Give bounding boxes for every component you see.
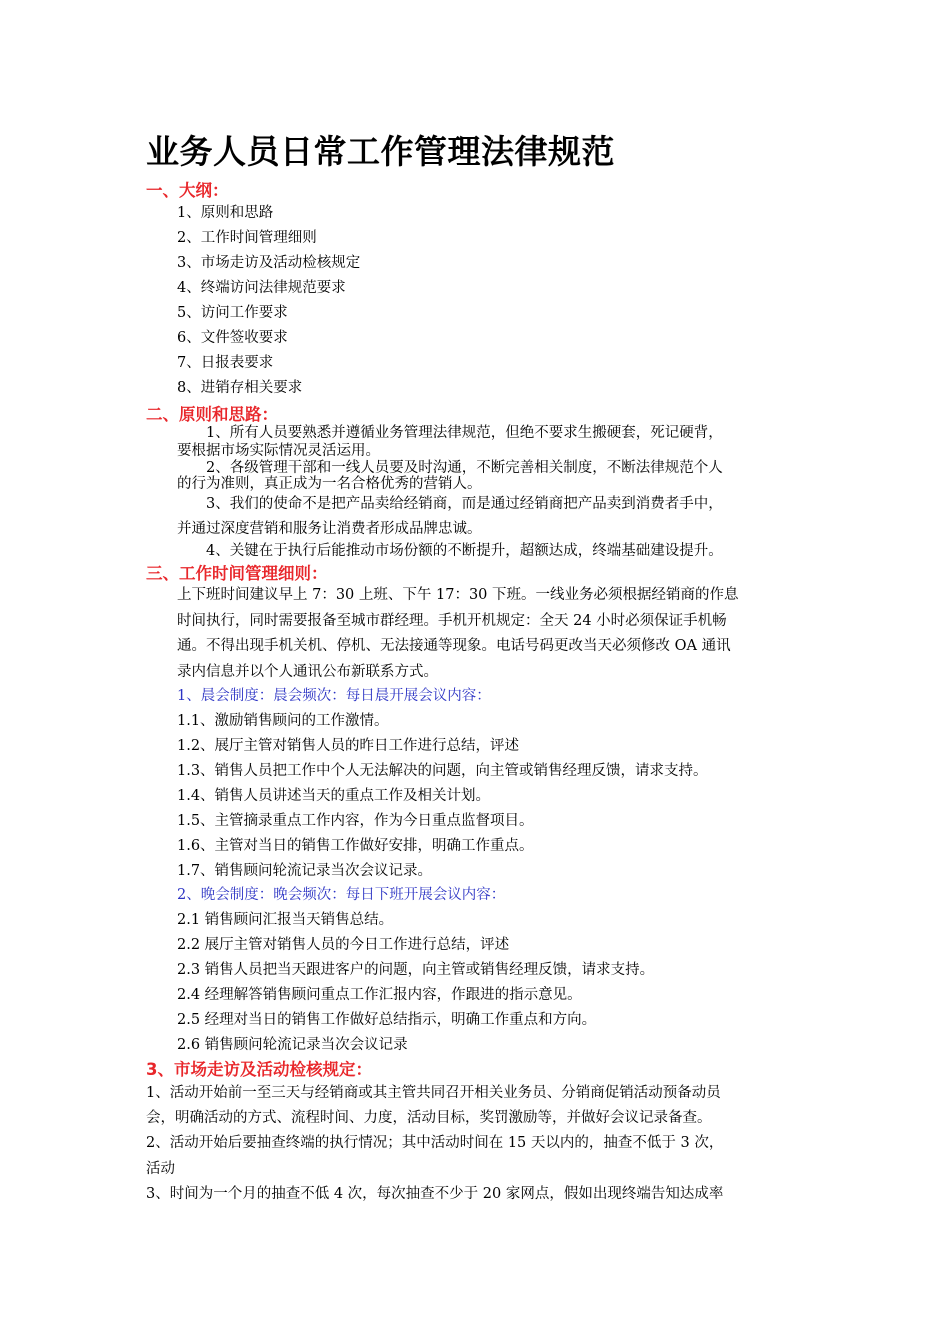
outline-item: 3、市场走访及活动检核规定 <box>177 255 361 271</box>
principle-line: 的行为准则，真正成为一名合格优秀的营销人。 <box>177 476 482 492</box>
principle-line: 要根据市场实际情况灵活运用。 <box>177 443 380 459</box>
worktime-line: 录内信息并以个人通讯公布新联系方式。 <box>177 664 438 680</box>
morning-item: 1.2、展厅主管对销售人员的昨日工作进行总结，评述 <box>177 738 520 754</box>
evening-item: 2.5 经理对当日的销售工作做好总结指示，明确工作重点和方向。 <box>177 1012 597 1028</box>
morning-item: 1.1、激励销售顾问的工作激情。 <box>177 713 389 729</box>
morning-item: 1.4、销售人员讲述当天的重点工作及相关计划。 <box>177 788 491 804</box>
principle-line: 并通过深度营销和服务让消费者形成品牌忠诚。 <box>177 521 482 537</box>
evening-item: 2.3 销售人员把当天跟进客户的问题，向主管或销售经理反馈，请求支持。 <box>177 962 655 978</box>
inspection-line: 1、活动开始前一至三天与经销商或其主管共同召开相关业务员、分销商促销活动预备动员 <box>146 1085 721 1101</box>
outline-item: 8、进销存相关要求 <box>177 380 303 396</box>
evening-item: 2.1 销售顾问汇报当天销售总结。 <box>177 912 394 928</box>
principle-line: 4、关键在于执行后能推动市场份额的不断提升，超额达成，终端基础建设提升。 <box>177 543 723 559</box>
section4-heading: 3、市场走访及活动检核规定： <box>146 1060 372 1079</box>
evening-item: 2.6 销售顾问轮流记录当次会议记录 <box>177 1037 408 1053</box>
outline-item: 4、终端访问法律规范要求 <box>177 280 346 296</box>
morning-meeting-heading: 1、晨会制度：晨会频次：每日晨开展会议内容： <box>177 688 491 704</box>
outline-item: 1、原则和思路 <box>177 205 274 221</box>
evening-meeting-heading: 2、晚会制度：晚会频次：每日下班开展会议内容： <box>177 887 506 903</box>
worktime-line: 通。不得出现手机关机、停机、无法接通等现象。电话号码更改当天必须修改 OA 通讯 <box>177 638 731 654</box>
page-title: 业务人员日常工作管理法律规范 <box>146 132 615 171</box>
principle-line: 2、各级管理干部和一线人员要及时沟通，不断完善相关制度，不断法律规范个人 <box>177 460 723 476</box>
morning-item: 1.6、主管对当日的销售工作做好安排，明确工作重点。 <box>177 838 534 854</box>
inspection-line: 2、活动开始后要抽查终端的执行情况；其中活动时间在 15 天以内的，抽查不低于 3 次， <box>146 1135 724 1151</box>
inspection-line: 3、时间为一个月的抽查不低 4 次，每次抽查不少于 20 家网点，假如出现终端告知达成率 <box>146 1186 724 1202</box>
outline-item: 6、文件签收要求 <box>177 330 288 346</box>
morning-item: 1.7、销售顾问轮流记录当次会议记录。 <box>177 863 433 879</box>
principle-line: 1、所有人员要熟悉并遵循业务管理法律规范，但绝不要求生搬硬套，死记硬背， <box>177 425 723 441</box>
morning-item: 1.3、销售人员把工作中个人无法解决的问题，向主管或销售经理反馈，请求支持。 <box>177 763 708 779</box>
evening-item: 2.4 经理解答销售顾问重点工作汇报内容，作跟进的指示意见。 <box>177 987 582 1003</box>
principle-line: 3、我们的使命不是把产品卖给经销商，而是通过经销商把产品卖到消费者手中， <box>177 496 723 512</box>
inspection-line: 会，明确活动的方式、流程时间、力度，活动目标，奖罚激励等，并做好会议记录备查。 <box>146 1110 712 1126</box>
outline-item: 5、访问工作要求 <box>177 305 288 321</box>
morning-item: 1.5、主管摘录重点工作内容，作为今日重点监督项目。 <box>177 813 534 829</box>
section3-heading: 三、工作时间管理细则： <box>146 564 328 583</box>
outline-item: 2、工作时间管理细则 <box>177 230 317 246</box>
section1-heading: 一、大纲： <box>146 181 229 200</box>
inspection-line: 活动 <box>146 1161 175 1177</box>
worktime-line: 时间执行，同时需要报备至城市群经理。手机开机规定：全天 24 小时必须保证手机畅 <box>177 613 727 629</box>
worktime-line: 上下班时间建议早上 7：30 上班、下午 17：30 下班。一线业务必须根据经销商的作息 <box>177 587 739 603</box>
section2-heading: 二、原则和思路： <box>146 405 278 424</box>
outline-item: 7、日报表要求 <box>177 355 274 371</box>
evening-item: 2.2 展厅主管对销售人员的今日工作进行总结，评述 <box>177 937 510 953</box>
